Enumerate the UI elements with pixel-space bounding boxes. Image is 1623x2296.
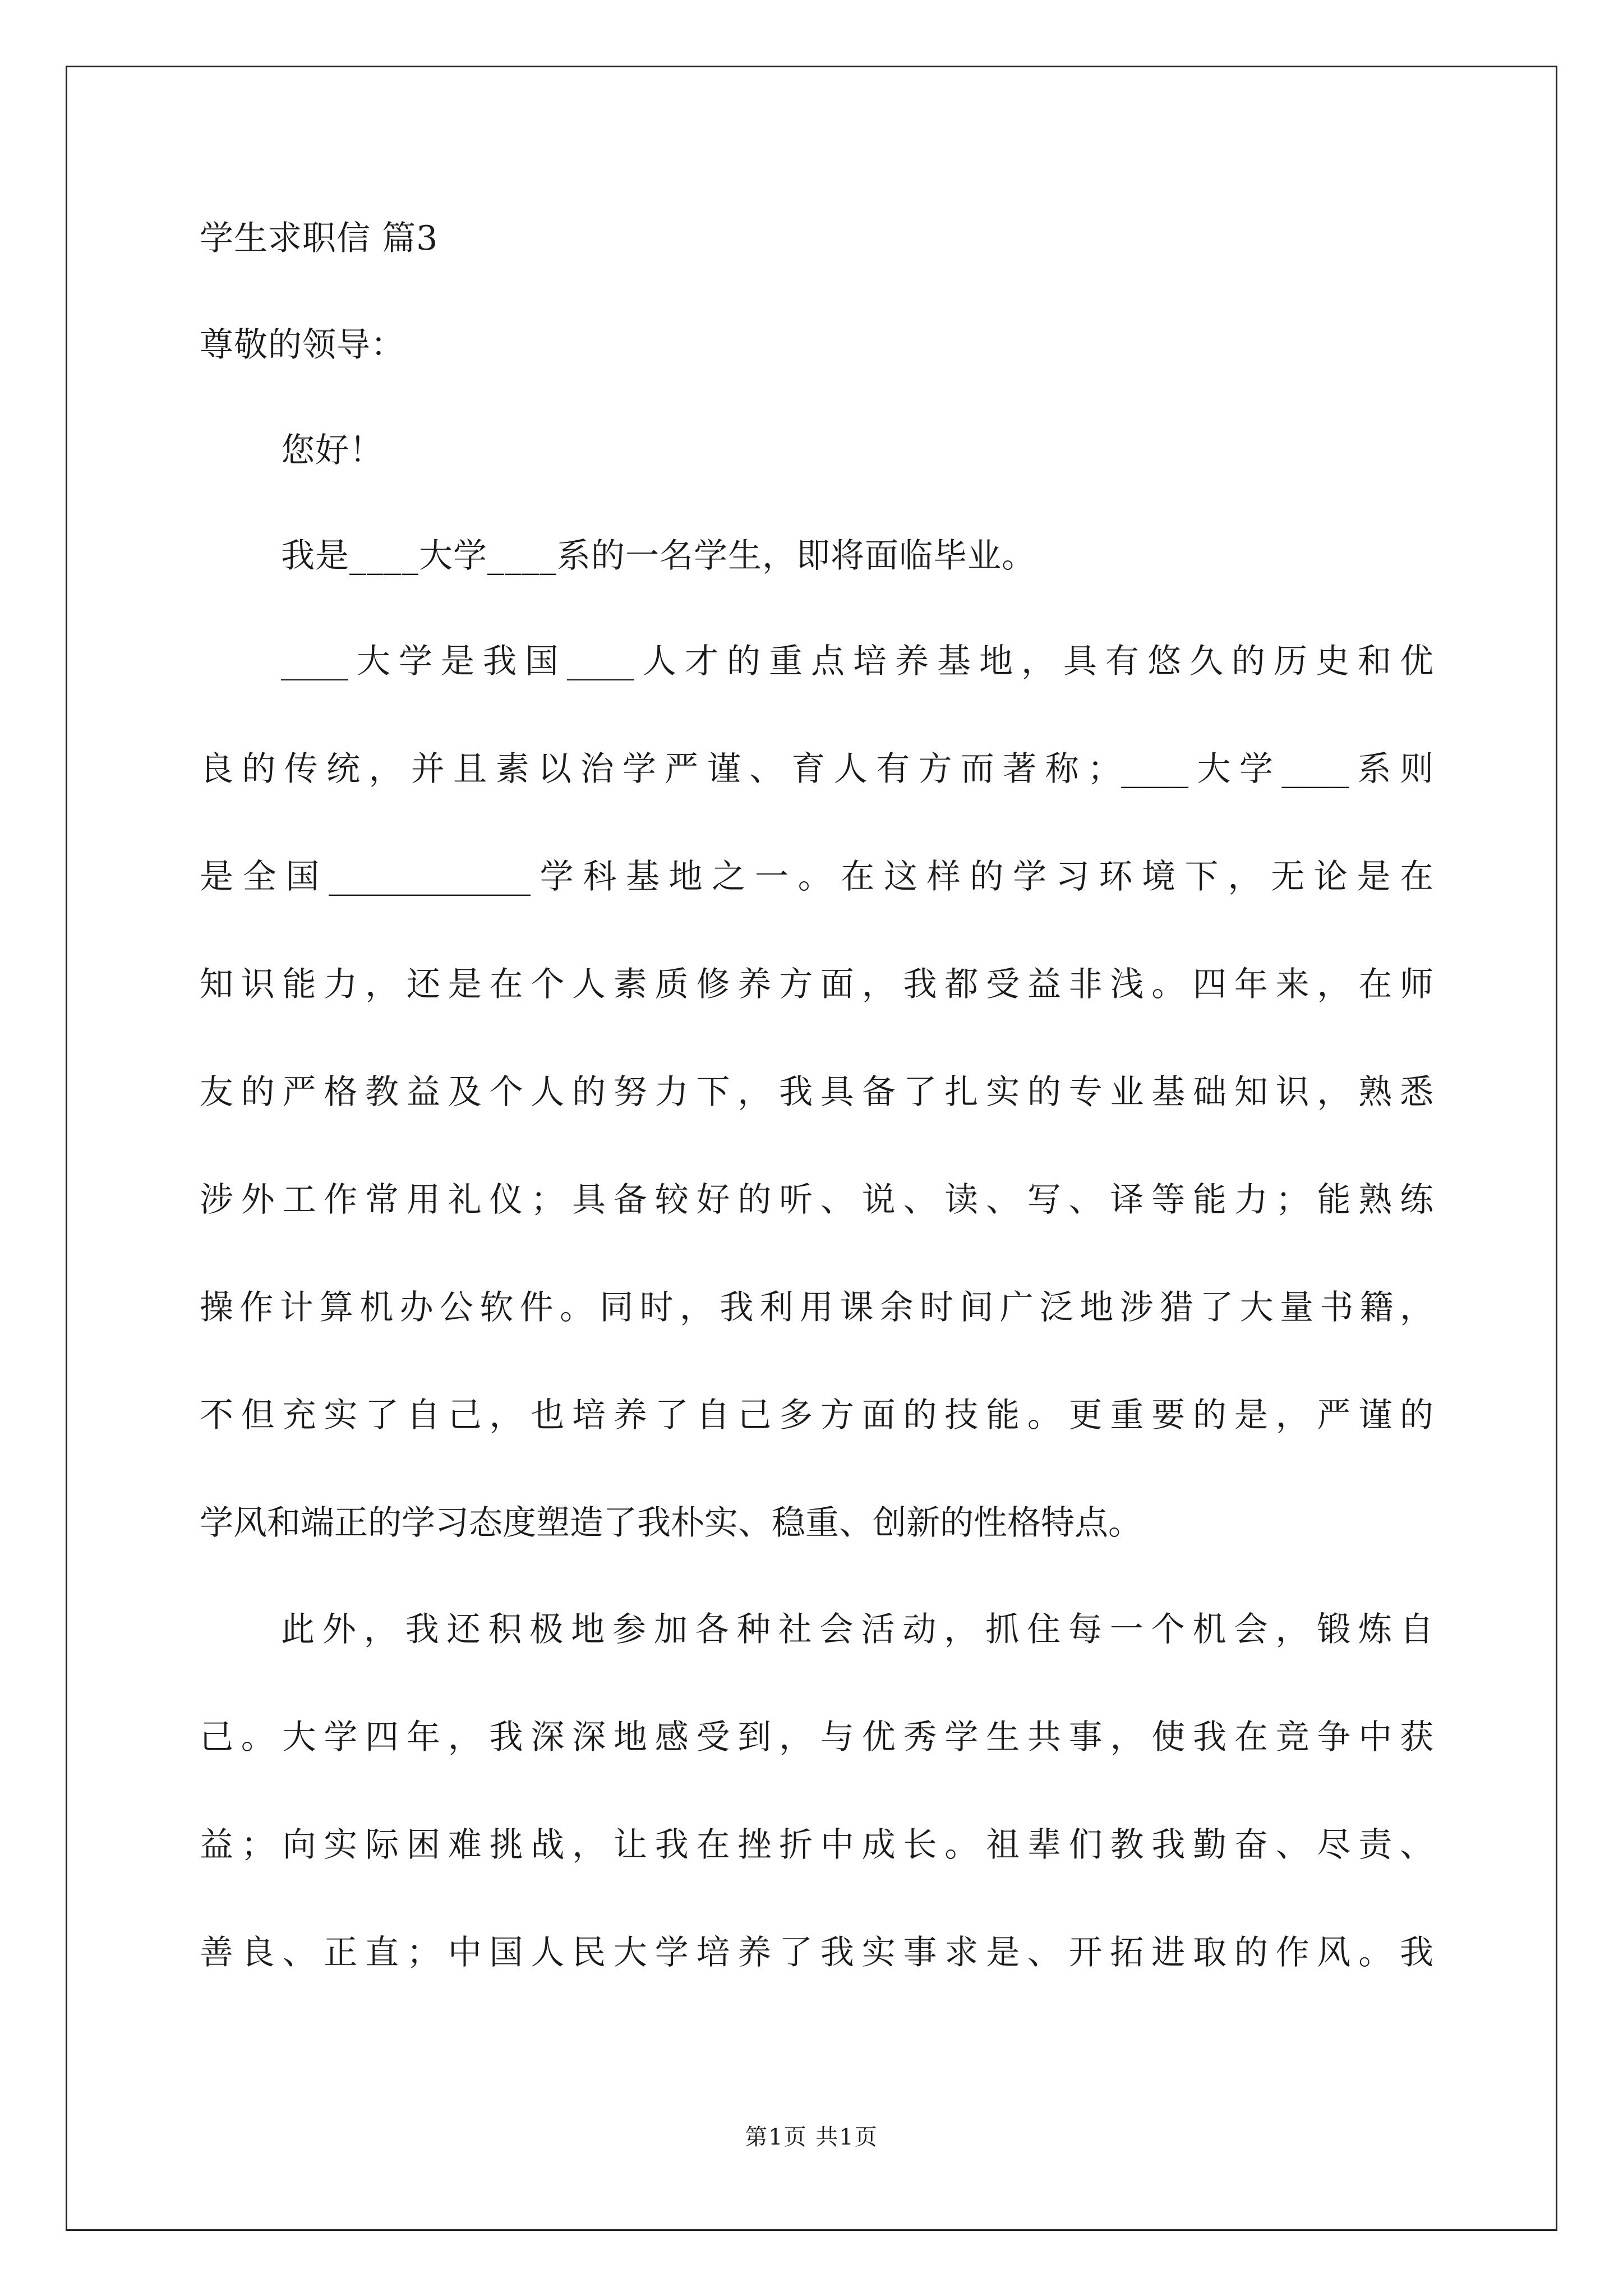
paragraph-line: 是全国____________学科基地之一。在这样的学习环境下，无论是在 (200, 857, 1433, 896)
document-title: 学生求职信 篇3 (200, 219, 439, 258)
paragraph-line: 不但充实了自己，也培养了自己多方面的技能。更重要的是，严谨的 (200, 1396, 1433, 1435)
paragraph-line: 良的传统，并且素以治学严谨、育人有方而著称；____大学____系则 (200, 749, 1433, 789)
paragraph-line: 学风和端正的学习态度塑造了我朴实、稳重、创新的性格特点。 (200, 1503, 1142, 1543)
paragraph-line: 善良、正直；中国人民大学培养了我实事求是、开拓进取的作风。我 (200, 1933, 1433, 1972)
paragraph-line: 此外，我还积极地参加各种社会活动，抓住每一个机会，锻炼自 (281, 1610, 1433, 1649)
paragraph-line: 知识能力，还是在个人素质修养方面，我都受益非浅。四年来，在师 (200, 965, 1433, 1004)
paragraph-line: ____大学是我国____人才的重点培养基地，具有悠久的历史和优 (281, 642, 1433, 681)
paragraph-education (200, 642, 1433, 1543)
page-number-footer: 第1页 共1页 (745, 2124, 878, 2150)
paragraph-line: 操作计算机办公软件。同时，我利用课余时间广泛地涉猎了大量书籍， (200, 1288, 1433, 1327)
salutation: 尊敬的领导： (200, 325, 405, 365)
greeting: 您好！ (281, 431, 384, 470)
paragraph-line: 己。大学四年，我深深地感受到，与优秀学生共事，使我在竞争中获 (200, 1718, 1433, 1757)
paragraph-activities (200, 1610, 1433, 1972)
intro-sentence: 我是____大学____系的一名学生，即将面临毕业。 (281, 536, 1036, 576)
paragraph-line: 友的严格教益及个人的努力下，我具备了扎实的专业基础知识，熟悉 (200, 1073, 1433, 1112)
document-body (200, 219, 1433, 2044)
paragraph-line: 益；向实际困难挑战，让我在挫折中成长。祖辈们教我勤奋、尽责、 (200, 1825, 1433, 1865)
paragraph-line: 涉外工作常用礼仪；具备较好的听、说、读、写、译等能力；能熟练 (200, 1180, 1433, 1220)
